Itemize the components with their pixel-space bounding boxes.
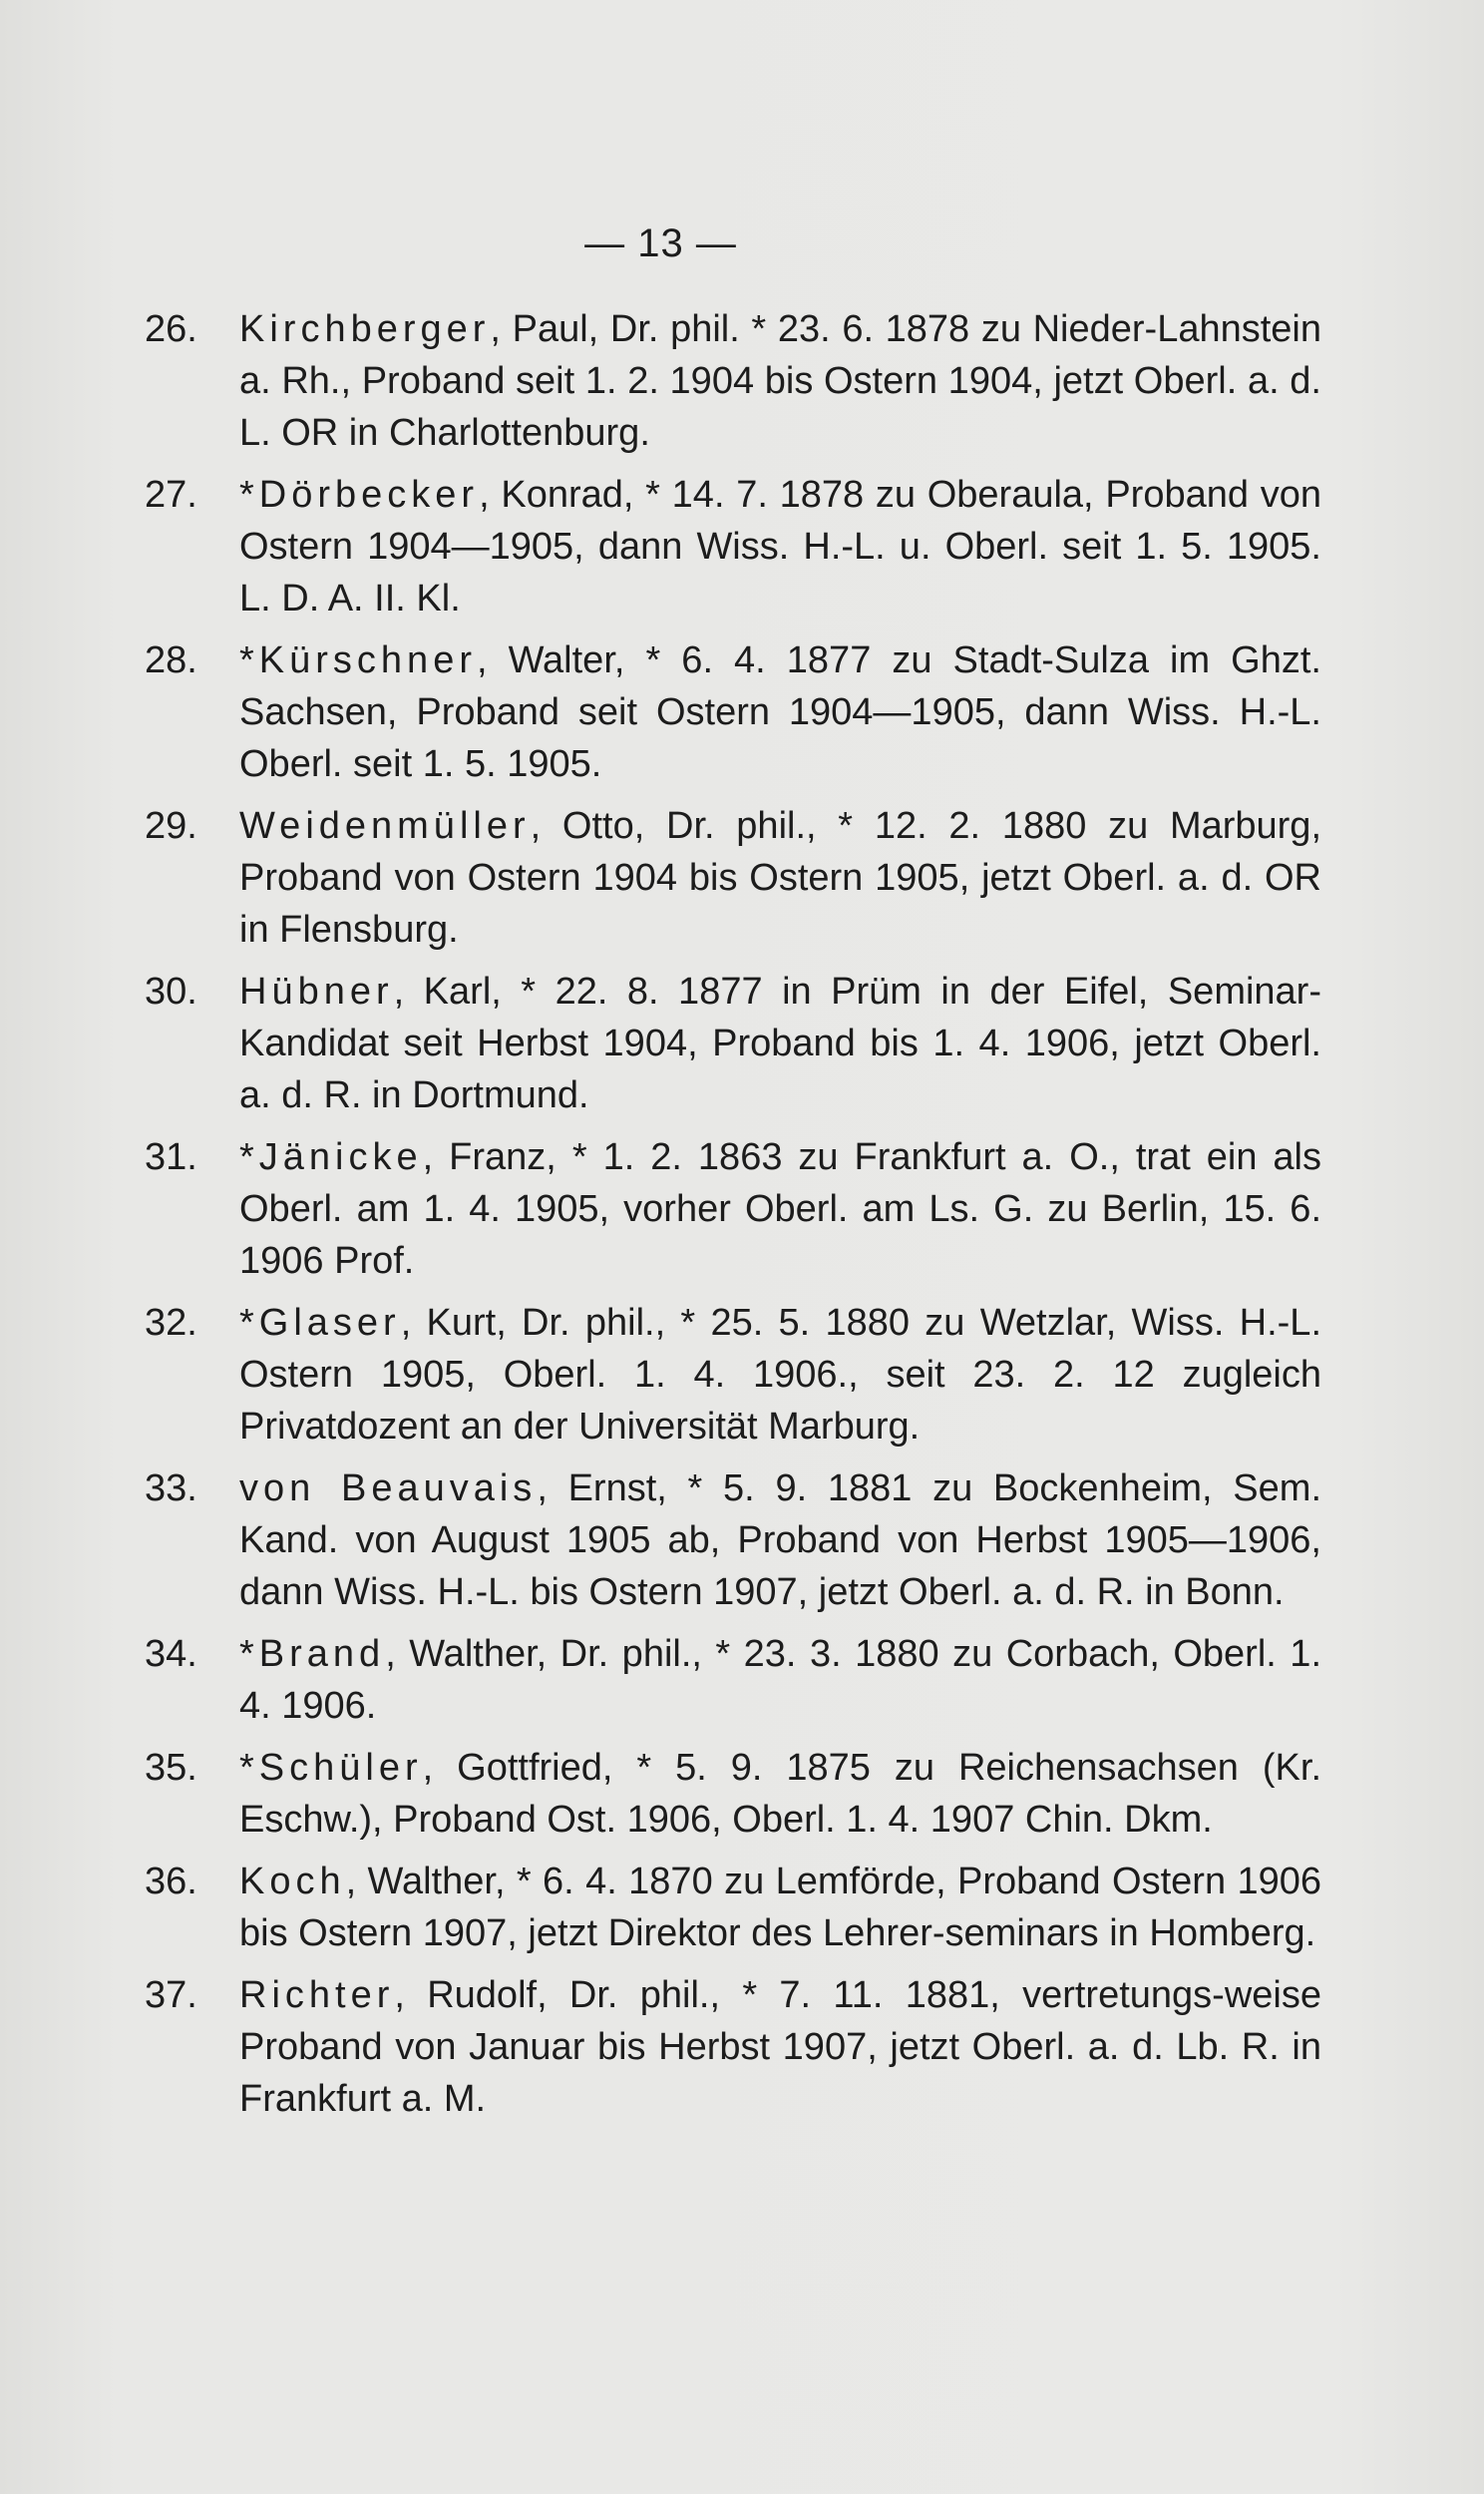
list-item bbox=[145, 303, 1321, 459]
list-item bbox=[145, 1131, 1321, 1287]
entry-name: *Kürschner bbox=[239, 639, 477, 681]
entry-text bbox=[239, 800, 1321, 956]
entry-number: 34. bbox=[145, 1633, 197, 1675]
entry-name: *Glaser bbox=[239, 1302, 401, 1344]
list-item bbox=[145, 1462, 1321, 1618]
entry-text bbox=[239, 966, 1321, 1121]
list-item bbox=[145, 1969, 1321, 2125]
entry-details: , Walter, * 6. 4. 1877 zu Stadt-Sulza im Ghzt. Sachsen, Proband seit Ostern 1904—1905, dann Wiss. H.-L. Oberl. seit 1. 5. 1905. bbox=[239, 639, 1321, 785]
entry-number: 28. bbox=[145, 639, 197, 681]
entry-text bbox=[239, 1297, 1321, 1453]
list-item bbox=[145, 966, 1321, 1121]
list-item bbox=[145, 800, 1321, 956]
entry-details: , Rudolf, Dr. phil., * 7. 11. 1881, vertretungs-weise Proband von Januar bis Herbst 1907, jetzt Oberl. a. d. Lb. R. in Frankfurt a. M. bbox=[239, 1974, 1321, 2120]
entry-details: , Franz, * 1. 2. 1863 zu Frankfurt a. O., trat ein als Oberl. am 1. 4. 1905, vorher Oberl. am Ls. G. zu Berlin, 15. 6. 1906 Prof. bbox=[239, 1136, 1321, 1282]
entry-details: , Konrad, * 14. 7. 1878 zu Oberaula, Proband von Ostern 1904—1905, dann Wiss. H.-L. u. Oberl. seit 1. 5. 1905. L. D. A. II. Kl. bbox=[239, 474, 1321, 620]
list-item bbox=[145, 634, 1321, 790]
entry-details: , Walther, Dr. phil., * 23. 3. 1880 zu Corbach, Oberl. 1. 4. 1906. bbox=[239, 1633, 1321, 1727]
list-item bbox=[145, 1628, 1321, 1732]
entry-details: , Gottfried, * 5. 9. 1875 zu Reichensachsen (Kr. Eschw.), Proband Ost. 1906, Oberl. 1. 4. 1907 Chin. Dkm. bbox=[239, 1747, 1321, 1841]
entry-name: Richter bbox=[239, 1974, 395, 2016]
list-item bbox=[145, 1297, 1321, 1453]
entry-name: Koch bbox=[239, 1861, 346, 1902]
entry-name: *Brand bbox=[239, 1633, 386, 1675]
entry-name: *Jänicke bbox=[239, 1136, 423, 1178]
list-item bbox=[145, 1856, 1321, 1959]
entry-details: , Ernst, * 5. 9. 1881 zu Bockenheim, Sem. Kand. von August 1905 ab, Proband von Herbst 1905—1906, dann Wiss. H.-L. bis Ostern 1907, jetzt Oberl. a. d. R. in Bonn. bbox=[239, 1467, 1322, 1613]
entry-text bbox=[239, 1856, 1321, 1959]
entry-number: 36. bbox=[145, 1861, 197, 1902]
entry-text bbox=[239, 1628, 1321, 1732]
entry-number: 33. bbox=[145, 1467, 197, 1509]
entry-details: , Kurt, Dr. phil., * 25. 5. 1880 zu Wetzlar, Wiss. H.-L. Ostern 1905, Oberl. 1. 4. 1906., seit 23. 2. 12 zugleich Privatdozent an der Universität Marburg. bbox=[239, 1302, 1321, 1448]
entry-text bbox=[239, 1742, 1321, 1846]
entry-list bbox=[145, 303, 1321, 2135]
entry-number: 35. bbox=[145, 1747, 197, 1789]
entry-text bbox=[239, 634, 1321, 790]
entry-number: 32. bbox=[145, 1302, 197, 1344]
entry-name: von Beauvais bbox=[239, 1467, 538, 1509]
entry-details: , Walther, * 6. 4. 1870 zu Lemförde, Proband Ostern 1906 bis Ostern 1907, jetzt Direktor des Lehrer-seminars in Homberg. bbox=[239, 1861, 1321, 1954]
entry-text bbox=[239, 1969, 1321, 2125]
entry-details: , Paul, Dr. phil. * 23. 6. 1878 zu Nieder-Lahnstein a. Rh., Proband seit 1. 2. 1904 bis Ostern 1904, jetzt Oberl. a. d. L. OR in Charlottenburg. bbox=[239, 308, 1321, 454]
entry-name: *Schüler bbox=[239, 1747, 423, 1789]
entry-number: 31. bbox=[145, 1136, 197, 1178]
entry-name: Hübner bbox=[239, 971, 394, 1013]
list-item bbox=[145, 1742, 1321, 1846]
entry-details: , Otto, Dr. phil., * 12. 2. 1880 zu Marburg, Proband von Ostern 1904 bis Ostern 1905, jetzt Oberl. a. d. OR in Flensburg. bbox=[239, 805, 1321, 951]
entry-text bbox=[239, 469, 1321, 624]
entry-text bbox=[239, 1131, 1321, 1287]
entry-number: 26. bbox=[145, 308, 197, 350]
entry-name: Weidenmüller bbox=[239, 805, 531, 847]
entry-details: , Karl, * 22. 8. 1877 in Prüm in der Eifel, Seminar-Kandidat seit Herbst 1904, Proband bis 1. 4. 1906, jetzt Oberl. a. d. R. in Dortmund. bbox=[239, 971, 1321, 1116]
entry-text bbox=[239, 303, 1321, 459]
entry-number: 29. bbox=[145, 805, 197, 847]
entry-number: 27. bbox=[145, 474, 197, 516]
list-item bbox=[145, 469, 1321, 624]
entry-name: *Dörbecker bbox=[239, 474, 480, 516]
entry-number: 30. bbox=[145, 971, 197, 1013]
entry-name: Kirchberger bbox=[239, 308, 491, 350]
entry-number: 37. bbox=[145, 1974, 197, 2016]
page-number: — 13 — bbox=[584, 221, 737, 265]
entry-text bbox=[239, 1462, 1321, 1618]
